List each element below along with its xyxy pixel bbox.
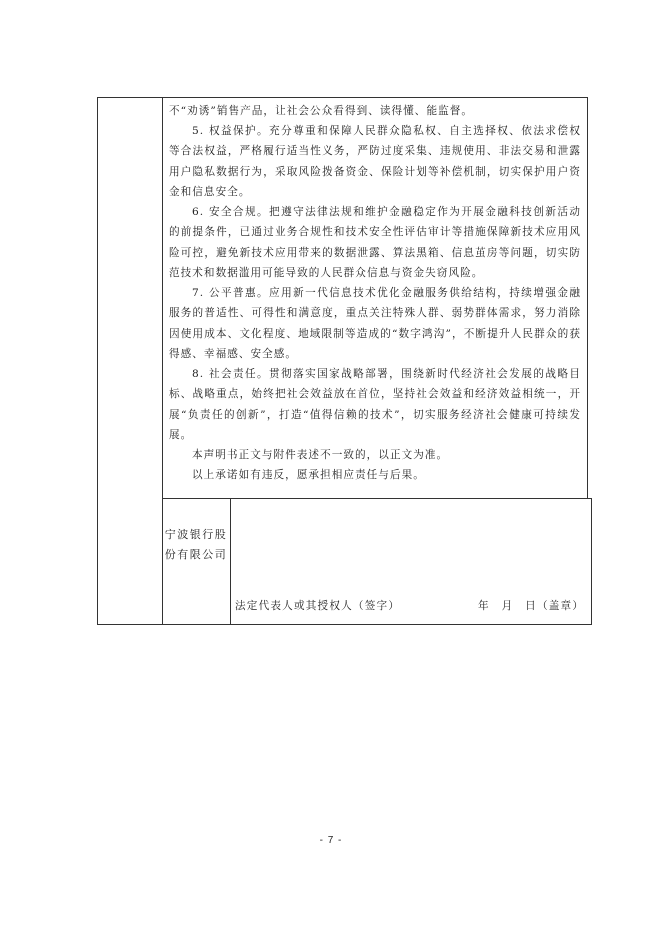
paragraph-fair-inclusion: 7. 公平普惠。应用新一代信息技术优化金融服务供给结构，持续增强金融服务的普适性、可得性和满意度，重点关注特殊人群、弱势群体需求，努力消除因使用成本、文化程度、地域限制等造成的“数字鸿沟”，不断提升人民群众的获得感、幸福感、安全感。 bbox=[169, 287, 581, 360]
paragraph-commitment: 以上承诺如有违反，愿承担相应责任与后果。 bbox=[192, 469, 425, 481]
signature-cell-divider bbox=[230, 498, 231, 625]
signer-label: 法定代表人或其授权人（签字） bbox=[235, 600, 401, 612]
content-cell-right-border bbox=[587, 97, 588, 498]
table-left-border bbox=[97, 97, 98, 625]
company-name: 宁波银行股份有限公司 bbox=[164, 528, 228, 561]
table-bottom-border bbox=[97, 624, 591, 625]
signature-cell-right-border bbox=[591, 498, 592, 625]
paragraph-security-compliance: 6. 安全合规。把遵守法律法规和维护金融稳定作为开展金融科技创新活动的前提条件，已通过业务合规性和技术安全性评估审计等措施保障新技术应用风险可控，避免新技术应用带来的数据泄露、算法黑箱、信息茧房等问题，切实防范技术和数据滥用可能导致的人民群众信息与资金失窃风险。 bbox=[169, 206, 581, 279]
paragraph-precedence-note: 本声明书正文与附件表述不一致的，以正文为准。 bbox=[192, 449, 449, 461]
signature-row-top-border bbox=[162, 498, 591, 499]
table-column-divider bbox=[162, 97, 163, 625]
paragraph-rights-protection: 5. 权益保护。充分尊重和保障人民群众隐私权、自主选择权、依法求偿权等合法权益，严格履行适当性义务，严防过度采集、违规使用、非法交易和泄露用户隐私数据行为，采取风险拨备资金、保险计划等补偿机制，切实保护用户资金和信息安全。 bbox=[169, 125, 581, 198]
table-top-border bbox=[97, 97, 587, 98]
date-seal-label: 年 月 日（盖章） bbox=[478, 600, 585, 612]
page-number: - 7 - bbox=[319, 835, 343, 846]
paragraph-continuation: 不“劝诱”销售产品，让社会公众看得到、读得懂、能监督。 bbox=[169, 105, 474, 117]
paragraph-social-responsibility: 8. 社会责任。贯彻落实国家战略部署，围绕新时代经济社会发展的战略目标、战略重点，始终把社会效益放在首位，坚持社会效益和经济效益相统一，开展“负责任的创新”，打造“值得信赖的技术”，切实服务经济社会健康可持续发展。 bbox=[169, 368, 581, 441]
